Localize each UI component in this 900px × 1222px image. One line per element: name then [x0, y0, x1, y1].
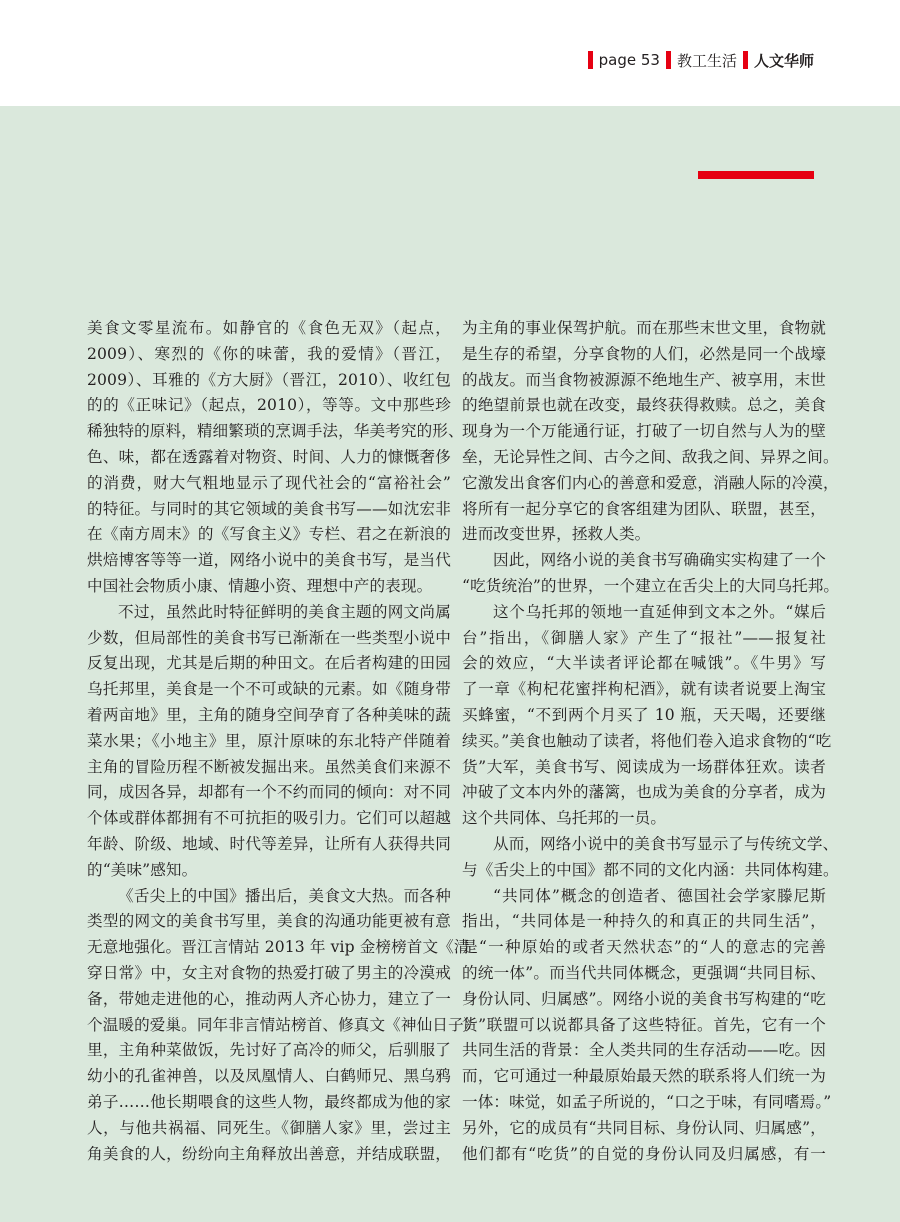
- text-line: 会的效应，“大半读者评论都在喊饿”。《牛男》写: [462, 654, 826, 673]
- text-line: 另外，它的成员有“共同目标、身份认同、归属感”，: [462, 1118, 826, 1137]
- article-column-right: [462, 316, 840, 1167]
- text-line: 为主角的事业保驾护航。而在那些末世文里，食物就: [462, 319, 826, 337]
- text-line: 美食文零星流布。如静官的《食色无双》（起点，: [87, 319, 451, 337]
- text-line: 进而改变世界，拯救人类。: [462, 525, 651, 544]
- text-line: 从而，网络小说中的美食书写显示了与传统文学、: [493, 834, 839, 853]
- accent-rule: [698, 171, 814, 179]
- text-line: 续买。”美食也触动了读者，将他们卷入追求食物的“吃: [462, 731, 832, 750]
- text-line: 《舌尖上的中国》播出后，美食文大热。而各种: [118, 886, 451, 905]
- text-line: 买蜂蜜，“不到两个月买了 10 瓶，天天喝，还要继: [462, 705, 826, 724]
- text-line: 共同生活的背景：全人类共同的生存活动——吃。因: [462, 1041, 826, 1060]
- text-line: 人，与他共祸福、同死生。《御膳人家》里，尝过主: [87, 1118, 451, 1137]
- text-line: 穿日常》中，女主对食物的热爱打破了男主的冷漠戒: [87, 963, 451, 982]
- text-line: 台”指出，《御膳人家》产生了“报社”——报复社: [462, 628, 826, 647]
- text-line: 的特征。与同时的其它领域的美食书写——如沈宏非: [87, 499, 451, 518]
- red-bar-marker-icon: [666, 51, 671, 69]
- text-line: 稀独特的原料，精细繁琐的烹调手法，华美考究的形、: [87, 422, 464, 441]
- text-line: 它激发出食客们内心的善意和爱意，消融人际的冷漠，: [462, 473, 839, 492]
- text-line: “共同体”概念的创造者、德国社会学家滕尼斯: [493, 886, 826, 905]
- text-line: 一体：味觉，如孟子所说的，“口之于味，有同嗜焉。”: [462, 1092, 832, 1111]
- text-line: 备，带她走进他的心，推动两人齐心协力，建立了一: [87, 989, 451, 1008]
- text-line: 无意地强化。晋江言情站 2013 年 vip 金榜榜首文《清: [87, 938, 470, 957]
- text-line: 不过，虽然此时特征鲜明的美食主题的网文尚属: [118, 602, 451, 621]
- text-line: 色、味，都在透露着对物资、时间、人力的慷慨奢侈: [87, 447, 451, 466]
- column-name: 人文华师: [753, 51, 814, 70]
- text-line: 在《南方周末》的《写食主义》专栏、君之在新浪的: [87, 525, 451, 544]
- text-line: 着两亩地》里，主角的随身空间孕育了各种美味的蔬: [87, 705, 451, 724]
- text-line: 的“美味”感知。: [87, 860, 198, 879]
- text-line: 指出，“共同体是一种持久的和真正的共同生活”，: [462, 912, 826, 931]
- text-line: 类型的网文的美食书写里，美食的沟通功能更被有意: [87, 912, 451, 931]
- page-number-segment: [588, 51, 660, 69]
- text-line: 里，主角种菜做饭，先讨好了高冷的师父，后驯服了: [87, 1041, 451, 1060]
- text-line: 垒，无论异性之间、古今之间、敌我之间、异界之间。: [462, 447, 839, 466]
- text-line: 的的《正味记》（起点，2010），等等。文中那些珍: [87, 396, 451, 415]
- text-line: 角美食的人，纷纷向主角释放出善意，并结成联盟，: [87, 1144, 451, 1163]
- text-line: 个温暖的爱巢。同年非言情站榜首、修真文《神仙日子》: [87, 1015, 480, 1034]
- page-header: [0, 0, 900, 106]
- text-line: 而，它可通过一种最原始最天然的联系将人们统一为: [462, 1067, 826, 1086]
- text-line: 2009）、耳雅的《方大厨》（晋江，2010）、收红包: [87, 370, 451, 389]
- text-line: 年龄、阶级、地域、时代等差异，让所有人获得共同: [87, 834, 451, 853]
- red-bar-marker-icon: [743, 51, 748, 69]
- text-line: 将所有一起分享它的食客组建为团队、联盟，甚至，: [462, 499, 826, 518]
- text-line: 的消费，财大气粗地显示了现代社会的“富裕社会”: [87, 473, 451, 492]
- text-line: 身份认同、归属感”。网络小说的美食书写构建的“吃: [462, 989, 826, 1008]
- text-line: “吃货统治”的世界，一个建立在舌尖上的大同乌托邦。: [462, 576, 840, 595]
- text-line: 他们都有“吃货”的自觉的身份认同及归属感，有一: [462, 1144, 826, 1163]
- text-line: 菜水果；《小地主》里，原汁原味的东北特产伴随着: [87, 731, 451, 750]
- text-line: 货”联盟可以说都具备了这些特征。首先，它有一个: [462, 1015, 826, 1034]
- text-line: 的战友。而当食物被源源不绝地生产、被享用，末世: [462, 370, 826, 389]
- text-line: 因此，网络小说的美食书写确确实实构建了一个: [493, 551, 826, 570]
- text-line: 少数，但局部性的美食书写已渐渐在一些类型小说中: [87, 628, 451, 647]
- text-line: 幼小的孔雀神兽，以及凤凰情人、白鹤师兄、黑乌鸦: [87, 1067, 451, 1086]
- text-line: 中国社会物质小康、情趣小资、理想中产的表现。: [87, 576, 433, 595]
- text-line: 的绝望前景也就在改变，最终获得救赎。总之，美食: [462, 396, 826, 415]
- red-bar-marker-icon: [588, 51, 593, 69]
- page-number: page 53: [598, 51, 660, 69]
- article-column-left: [87, 316, 480, 1167]
- text-line: 冲破了文本内外的藩篱，也成为美食的分享者，成为: [462, 783, 826, 802]
- text-line: 同，成因各异，却都有一个不约而同的倾向：对不同: [87, 783, 451, 802]
- section-segment: [666, 50, 737, 71]
- text-line: 现身为一个万能通行证，打破了一切自然与人为的壁: [462, 422, 826, 441]
- section-name: 教工生活: [676, 51, 737, 70]
- text-line: 货”大军，美食书写、阅读成为一场群体狂欢。读者: [462, 757, 826, 776]
- text-line: 弟子……他长期喂食的这些人物，最终都成为他的家: [87, 1092, 451, 1111]
- text-line: 是“一种原始的或者天然状态”的“人的意志的完善: [462, 938, 826, 957]
- text-line: 乌托邦里，美食是一个不可或缺的元素。如《随身带: [87, 680, 451, 699]
- text-line: 个体或群体都拥有不可抗拒的吸引力。它们可以超越: [87, 809, 451, 828]
- running-head: [588, 49, 814, 71]
- text-line: 这个共同体、乌托邦的一员。: [462, 809, 667, 828]
- text-line: 主角的冒险历程不断被发掘出来。虽然美食们来源不: [87, 757, 451, 776]
- text-line: 这个乌托邦的领地一直延伸到文本之外。“媒后: [493, 602, 826, 621]
- text-line: 的统一体”。而当代共同体概念，更强调“共同目标、: [462, 963, 826, 982]
- column-segment: [743, 50, 814, 71]
- text-line: 2009）、寒烈的《你的味蕾，我的爱情》（晋江，: [87, 344, 451, 363]
- text-line: 烘焙博客等等一道，网络小说中的美食书写，是当代: [87, 551, 451, 570]
- text-line: 了一章《枸杞花蜜拌枸杞酒》，就有读者说要上淘宝: [462, 680, 826, 699]
- text-line: 反复出现，尤其是后期的种田文。在后者构建的田园: [87, 654, 451, 673]
- text-line: 与《舌尖上的中国》都不同的文化内涵：共同体构建。: [462, 860, 839, 879]
- text-line: 是生存的希望，分享食物的人们，必然是同一个战壕: [462, 344, 826, 363]
